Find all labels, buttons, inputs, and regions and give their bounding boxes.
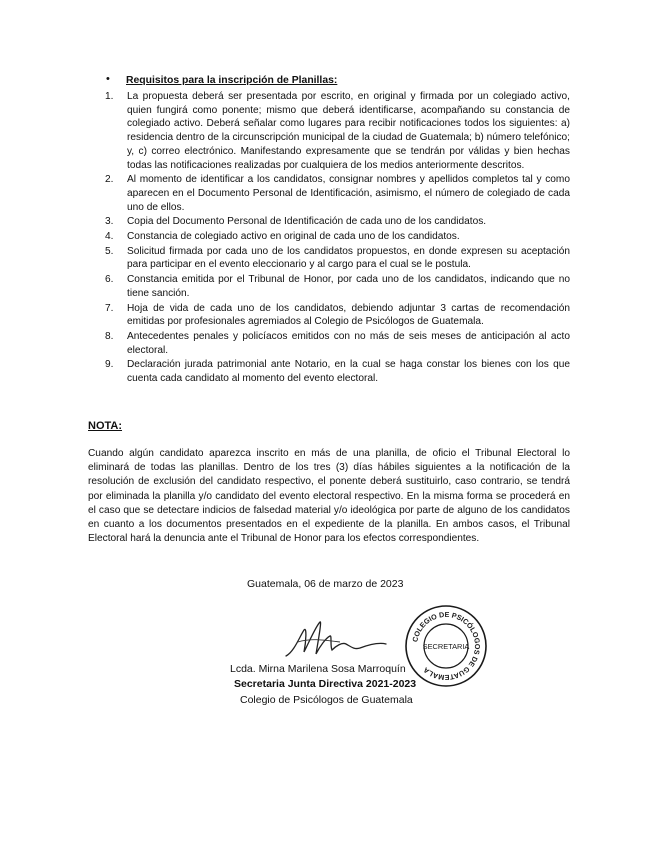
list-item-text: Copia del Documento Personal de Identificación de cada uno de los candidatos.: [127, 216, 487, 228]
requirements-heading: Requisitos para la inscripción de Planillas:: [126, 75, 338, 86]
secretaria-seal-icon: [404, 604, 488, 688]
list-item: 9. Declaración jurada patrimonial ante Notario, en la cual se haga constar los bienes con los que cuenta cada candidato al momento del evento electoral.: [105, 359, 570, 385]
svg-text:COLEGIO DE PSICÓLOGOS DE GUATE: COLEGIO DE PSICÓLOGOS DE GUATEMALA: [410, 609, 483, 683]
list-item: 3. Copia del Documento Personal de Identificación de cada uno de los candidatos.: [105, 215, 570, 229]
list-item: 5. Solicitud firmada por cada uno de los candidatos propuestos, en donde expresen su aceptación para participar en el evento eleccionario y al cargo para el cual se le postula.: [105, 245, 570, 271]
list-item-text: Hoja de vida de cada uno de los candidatos, debiendo adjuntar 3 cartas de recomendación emitidas por profesionales agremiados al Colegio de Psicólogos de Guatemala.: [127, 302, 570, 328]
date-line: Guatemala, 06 de marzo de 2023: [247, 578, 404, 590]
signer-organization: Colegio de Psicólogos de Guatemala: [240, 694, 413, 706]
list-item: 7. Hoja de vida de cada uno de los candidatos, debiendo adjuntar 3 cartas de recomendación emitidas por profesionales agremiados al Colegio de Psicólogos de Guatemala.: [105, 302, 570, 328]
list-item-text: Solicitud firmada por cada uno de los candidatos propuestos, en donde expresen su aceptación para participar en el evento eleccionario y al cargo para el cual se le postula.: [127, 245, 570, 271]
signer-role: Secretaria Junta Directiva 2021-2023: [234, 678, 417, 690]
list-item: 6. Constancia emitida por el Tribunal de Honor, por cada uno de los candidatos, indicando que no tiene sanción.: [105, 274, 570, 299]
list-item-text: Antecedentes penales y policíacos emitidos con no más de seis meses de anticipación al acto electoral.: [127, 330, 570, 356]
list-item: 4. Constancia de colegiado activo en original de cada uno de los candidatos.: [105, 230, 570, 244]
list-item: 1. La propuesta deberá ser presentada por escrito, en original y firmada por un colegiado activo, quien fungirá como ponente; mismo que deberá identificarse, acompañando su constancia de colegiado activo. Deberá señalar como lugares para recibir notificaciones todos los siguientes: a) residencia dentro de la circunscripción municipal de la ciudad de Guatemala; b) número telefónico; y, c) correo electrónico. Manifestando expresamente que se tendrán por válidas y bien hechas todas las notificaciones realizadas por cualquiera de los medios anteriormente descritos.: [105, 91, 570, 171]
bullet-mark: •: [106, 73, 110, 85]
list-item-text: Declaración jurada patrimonial ante Notario, en la cual se haga constar los bienes con los que cuenta cada candidato al momento del evento electoral.: [127, 359, 570, 385]
nota-paragraph: Cuando algún candidato aparezca inscrito en más de una planilla, de oficio el Tribunal Electoral lo eliminará de todas las planillas. Dentro de los tres (3) días hábiles siguientes a la notificación de la resolución de exclusión del candidato respectivo, el ponente deberá sustituirlo, caso contrario, se tendrá por eliminada la planilla y/o candidato del evento electoral respectivo. En la misma forma se procederá en el caso que se detectare indicios de falsedad material y/o ideológica por parte de alguno de los candidatos en cuanto a los documentos presentados en el expediente de la planilla. En ambos casos, el Tribunal Electoral hará la denuncia ante el Tribunal de Honor para los efectos correspondientes.: [88, 448, 570, 545]
signature-image: [280, 612, 390, 664]
list-item: 8. Antecedentes penales y policíacos emitidos con no más de seis meses de anticipación al acto electoral.: [105, 330, 570, 356]
signer-name: Lcda. Mirna Marilena Sosa Marroquín: [230, 663, 406, 675]
seal-center-text: SECRETARIA: [422, 642, 470, 651]
list-item-text: Constancia de colegiado activo en original de cada uno de los candidatos.: [127, 231, 460, 243]
list-item-text: Al momento de identificar a los candidatos, consignar nombres y apellidos completos tal y como aparecen en el Documento Personal de Identificación, asimismo, el número de colegiado de cada uno de ellos.: [127, 174, 570, 213]
list-item-text: Constancia emitida por el Tribunal de Honor, por cada uno de los candidatos, indicando que no tiene sanción.: [127, 274, 570, 299]
requirements-list: [105, 90, 570, 387]
nota-heading: NOTA:: [88, 420, 123, 432]
list-item: 2. Al momento de identificar a los candidatos, consignar nombres y apellidos completos tal y como aparecen en el Documento Personal de Identificación, asimismo, el número de colegiado de cada uno de ellos.: [105, 174, 570, 213]
list-item-text: La propuesta deberá ser presentada por escrito, en original y firmada por un colegiado activo, quien fungirá como ponente; mismo que deberá identificarse, acompañando su constancia de colegiado activo. Deberá señalar como lugares para recibir notificaciones todos los siguientes: a) residencia dentro de la circunscripción municipal de la ciudad de Guatemala; b) número telefónico; y, c) correo electrónico. Manifestando expresamente que se tendrán por válidas y bien hechas todas las notificaciones realizadas por cualquiera de los medios anteriormente descritos.: [127, 91, 570, 171]
